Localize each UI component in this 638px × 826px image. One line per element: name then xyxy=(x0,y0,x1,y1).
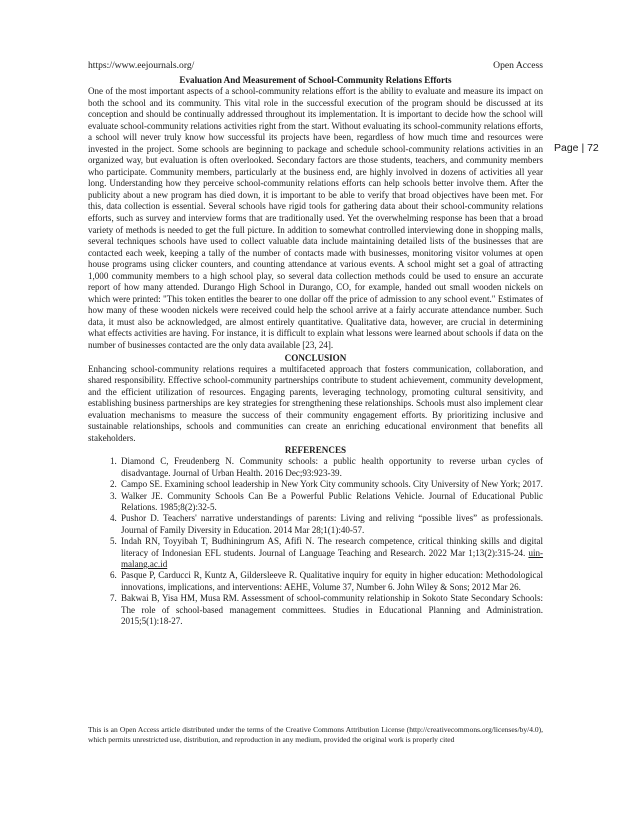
reference-link[interactable]: uin-malang.ac.id xyxy=(121,547,544,570)
conclusion-paragraph: Enhancing school-community relations requires a multifaceted approach that fosters communication, collaboration, and shared responsibility. Effective school-community partnerships contribute to student achievement, community development, and the efficient utilization of resources. Engaging parents, leveraging technology, promoting cultural sensitivity, and establishing business partnerships are key strategies for strengthening these relationships. Schools must also implement clear evaluation mechanisms to measure the success of their community engagement efforts. By prioritizing inclusive and sustainable relationships, schools and communities can create an enriching educational environment that benefits all stakeholders. xyxy=(88,363,543,443)
page-number: Page | 72 xyxy=(554,142,599,154)
reference-item: 3. Walker JE. Community Schools Can Be a Powerful Public Relations Vehicle. Journal of Educational Public Relations. 1985;8(2):32-5. xyxy=(119,491,543,514)
reference-item: 7. Bakwai B, Yisa HM, Musa RM. Assessment of school-community relationship in Sokoto State Secondary Schools: The role of school-based management committees. Studies in Educational Planning and Administration. 2015;5(1):18-27. xyxy=(119,593,543,627)
journal-url-link[interactable]: https://www.eejournals.org/ xyxy=(88,60,195,71)
section-heading-conclusion: CONCLUSION xyxy=(284,352,347,363)
section-heading-evaluation: Evaluation And Measurement of School-Community Relations Efforts xyxy=(179,75,452,85)
reference-item: 2. Campo SE. Examining school leadership in New York City community schools. City University of New York; 2017. xyxy=(119,479,543,490)
open-access-label: Open Access xyxy=(493,60,543,71)
reference-item: 5. Indah RN, Toyyibah T, Budhiningrum AS, Afifi N. The research competence, critical thinking skills and digital literacy of Indonesian EFL students. Journal of Language Teaching and Research. 2022 Mar 1;13(2):315-24. uin-malang.ac.id xyxy=(119,536,543,570)
evaluation-paragraph: One of the most important aspects of a school-community relations effort is the ability to evaluate and measure its impact on both the school and its community. This vital role in the successful execution of the program should be discussed at its conception and should be continually addressed throughout its implementation. It is important to decide how the school will evaluate school-community relations activities right from the start. Without evaluating its school-community relations efforts, a school will never truly know how successful its projects have been, regardless of how much time and resources were invested in the project. Some schools are beginning to package and schedule school-community relations activities in an organized way, but evaluation is often overlooked. Secondary factors are those students, teachers, and community members who participate. Community members, particularly at the business end, are highly involved in dozens of activities all year long. Understanding how they perceive school-community relations efforts can help schools better involve them. After the publicity about a new program has died down, it is important to be able to verify that broad objectives have been met. For this, data collection is essential. Several schools have rigid tools for gathering data about their school-community relations efforts, such as survey and interview forms that are traditionally used. Yet the overwhelming response has been that a broad variety of methods is needed to get the full picture. In addition to somewhat controlled interviewing done in shopping malls, several techniques schools have used to collect valuable data include maintaining detailed lists of the businesses that are contacted each week, keeping a tally of the number of contacts made with businesses, monitoring visitor volumes at open house programs using clicker counters, and counting attendance at various events. A school might set a goal of attracting 1,000 community members to a high school play, so several data collection methods could be used to ensure an accurate report of how many attended. Durango High School in Durango, CO, for example, handed out small wooden nickels on which were printed: "This token entitles the bearer to one dollar off the price of admission to any school event." Estimates of how many of these wooden nickels were received could help the school arrive at a fairly accurate attendance number. Such data, it must also be acknowledged, are almost entirely quantitative. Qualitative data, however, are crucial in determining what effects activities are having. For instance, it is difficult to explain what lessons were learned about schools if data on the number of businesses contacted are the only data available [23, 24]. xyxy=(88,86,543,351)
reference-item: 1. Diamond C, Freudenberg N. Community schools: a public health opportunity to reverse urban cycles of disadvantage. Journal of Urban Health. 2016 Dec;93:923-39. xyxy=(119,456,543,479)
reference-item: 4. Pushor D. Teachers' narrative understandings of parents: Living and reliving “possible lives” as professionals. Journal of Family Diversity in Education. 2014 Mar 28;1(1):40-57. xyxy=(119,513,543,536)
section-heading-references: REFERENCES xyxy=(284,445,347,456)
reference-item: 6. Pasque P, Carducci R, Kuntz A, Gildersleeve R. Qualitative inquiry for equity in higher education: Methodological innovations, implications, and interventions: AEHE, Volume 37, Number 6. John Wiley & Sons; 2012 Mar 26. xyxy=(119,570,543,593)
license-footer: This is an Open Access article distributed under the terms of the Creative Commons Attribution License (http://creativecommons.org/licenses/by/4.0), which permits unrestricted use, distribution, and reproduction in any medium, provided the original work is properly cited xyxy=(88,725,543,745)
reference-list xyxy=(88,456,543,627)
article-body xyxy=(88,74,543,628)
